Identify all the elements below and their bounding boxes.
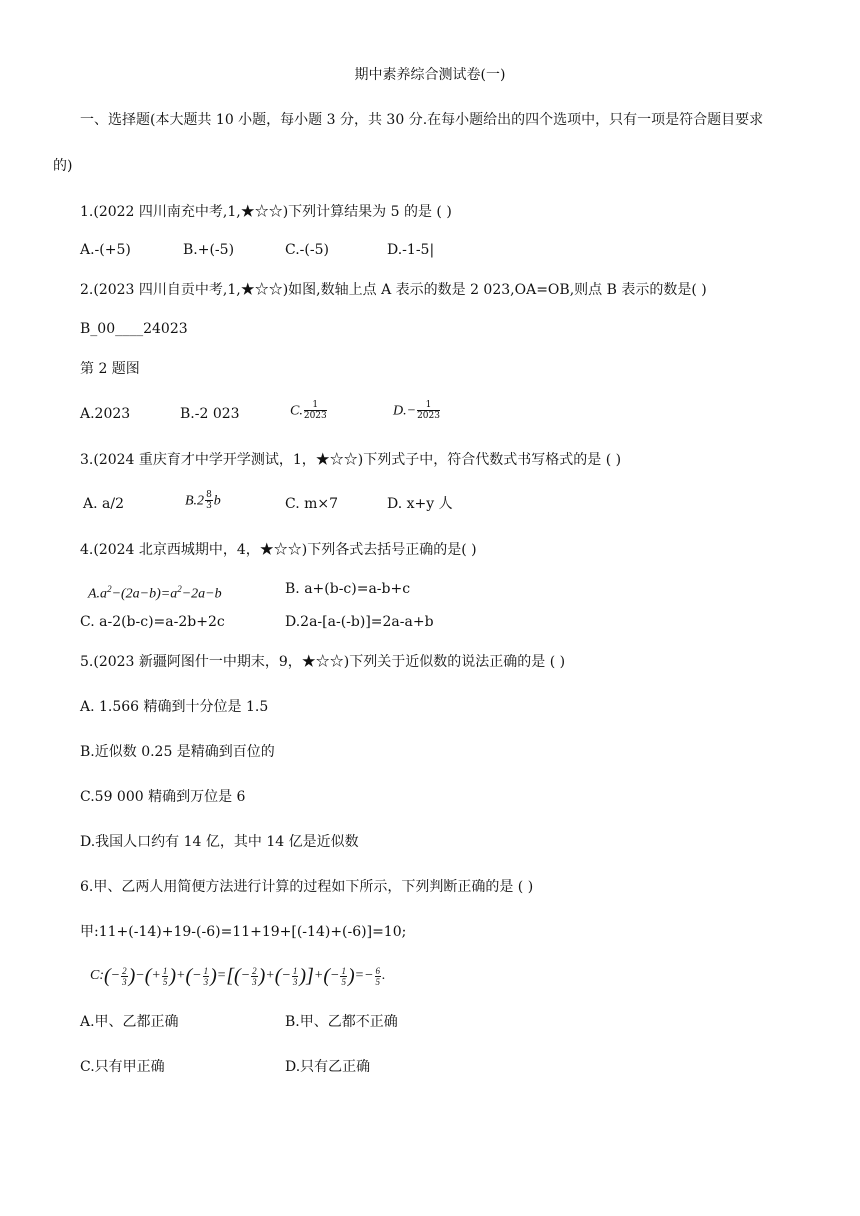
q3-option-a: A. a/2 — [83, 496, 124, 512]
q3-option-d: D. x+y 人 — [387, 496, 453, 512]
question-1-stem: 1.(2022 四川南充中考,1,★☆☆)下列计算结果为 5 的是 ( ) — [80, 204, 452, 220]
q6-fraction-5: $\frac{1}{3}$ — [292, 965, 298, 987]
q4-option-c: C. a-2(b-c)=a-2b+2c — [80, 614, 225, 630]
q2-option-c: C. $\frac{1}{2023}$ — [290, 400, 327, 421]
q6-jia-calculation: 甲:11+(-14)+19-(-6)=11+19+[(-14)+(-6)]=10; — [80, 924, 407, 940]
q1-option-d: D.-1-5| — [387, 242, 435, 258]
q2-option-d: D.− $\frac{1}{2023}$ — [393, 400, 440, 421]
q5-option-a: A. 1.566 精确到十分位是 1.5 — [80, 699, 269, 715]
question-5-stem: 5.(2023 新疆阿图什一中期末，9，★☆☆)下列关于近似数的说法正确的是 ( ) — [80, 654, 566, 670]
q4-option-a: $A.a^2-(2a-b)=a^2-2a-b$ — [88, 584, 222, 602]
q2-d-fraction: $\frac{1}{2023}$ — [417, 400, 440, 421]
q1-option-b: B.+(-5) — [183, 242, 235, 258]
q1-option-c: C.-(-5) — [285, 242, 329, 258]
page-title: 期中素养综合测试卷(一) — [354, 67, 506, 83]
question-3-stem: 3.(2024 重庆育才中学开学测试，1，★☆☆)下列式子中，符合代数式书写格式的是 ( ) — [80, 452, 622, 468]
q6-option-d: D.只有乙正确 — [285, 1059, 371, 1075]
q4-option-b: B. a+(b-c)=a-b+c — [285, 581, 411, 597]
q4-option-d: D.2a-[a-(-b)]=2a-a+b — [285, 614, 434, 630]
question-6-stem: 6.甲、乙两人用简便方法进行计算的过程如下所示，下列判断正确的是 ( ) — [80, 879, 534, 895]
q6-fraction-1: $\frac{2}{3}$ — [122, 965, 127, 987]
section-heading-cont: 的) — [53, 158, 73, 174]
q3-option-b: B.2 $\frac{8}{3}$ b — [185, 490, 221, 511]
q3-b-fraction: $\frac{8}{3}$ — [206, 490, 212, 511]
q6-option-c: C.只有甲正确 — [80, 1059, 165, 1075]
q2-option-b: B.-2 023 — [180, 406, 240, 422]
q6-fraction-result: $\frac{6}{5}$ — [375, 965, 381, 987]
q6-fraction-6: $\frac{1}{5}$ — [341, 965, 346, 987]
q2-c-fraction: $\frac{1}{2023}$ — [303, 400, 327, 421]
q3-option-c: C. m×7 — [285, 496, 339, 512]
q6-option-b: B.甲、乙都不正确 — [285, 1014, 398, 1030]
q5-option-d: D.我国人口约有 14 亿，其中 14 亿是近似数 — [80, 834, 359, 850]
q1-option-a: A.-(+5) — [80, 242, 131, 258]
q6-yi-calculation: C:(− $\frac{2}{3}$ )−(+ $\frac{1}{5}$ )+(− $\frac{1}{3}$ )=[(− $\frac{2}{3}$ )+(− $\frac{1}{3}$ )]+(− $\frac{1}{5}$ )=− $\frac{6}{5}$ . — [90, 965, 386, 987]
q6-fraction-4: $\frac{2}{3}$ — [252, 965, 257, 987]
q2-option-a: A.2023 — [80, 406, 131, 422]
q5-option-b: B.近似数 0.25 是精确到百位的 — [80, 744, 275, 760]
q2-figure-numberline: B_00____24023 — [80, 321, 188, 337]
q6-fraction-2: $\frac{1}{5}$ — [162, 965, 168, 987]
q5-option-c: C.59 000 精确到万位是 6 — [80, 789, 246, 805]
q6-option-a: A.甲、乙都正确 — [80, 1014, 179, 1030]
q2-figure-caption: 第 2 题图 — [80, 361, 140, 377]
question-4-stem: 4.(2024 北京西城期中，4，★☆☆)下列各式去括号正确的是( ) — [80, 542, 477, 558]
question-2-stem: 2.(2023 四川自贡中考,1,★☆☆)如图,数轴上点 A 表示的数是 2 023,OA=OB,则点 B 表示的数是( ) — [80, 282, 707, 298]
section-heading: 一、选择题(本大题共 10 小题，每小题 3 分，共 30 分.在每小题给出的四个选项中，只有一项是符合题目要求 — [80, 112, 764, 128]
q6-fraction-3: $\frac{1}{3}$ — [203, 965, 209, 987]
